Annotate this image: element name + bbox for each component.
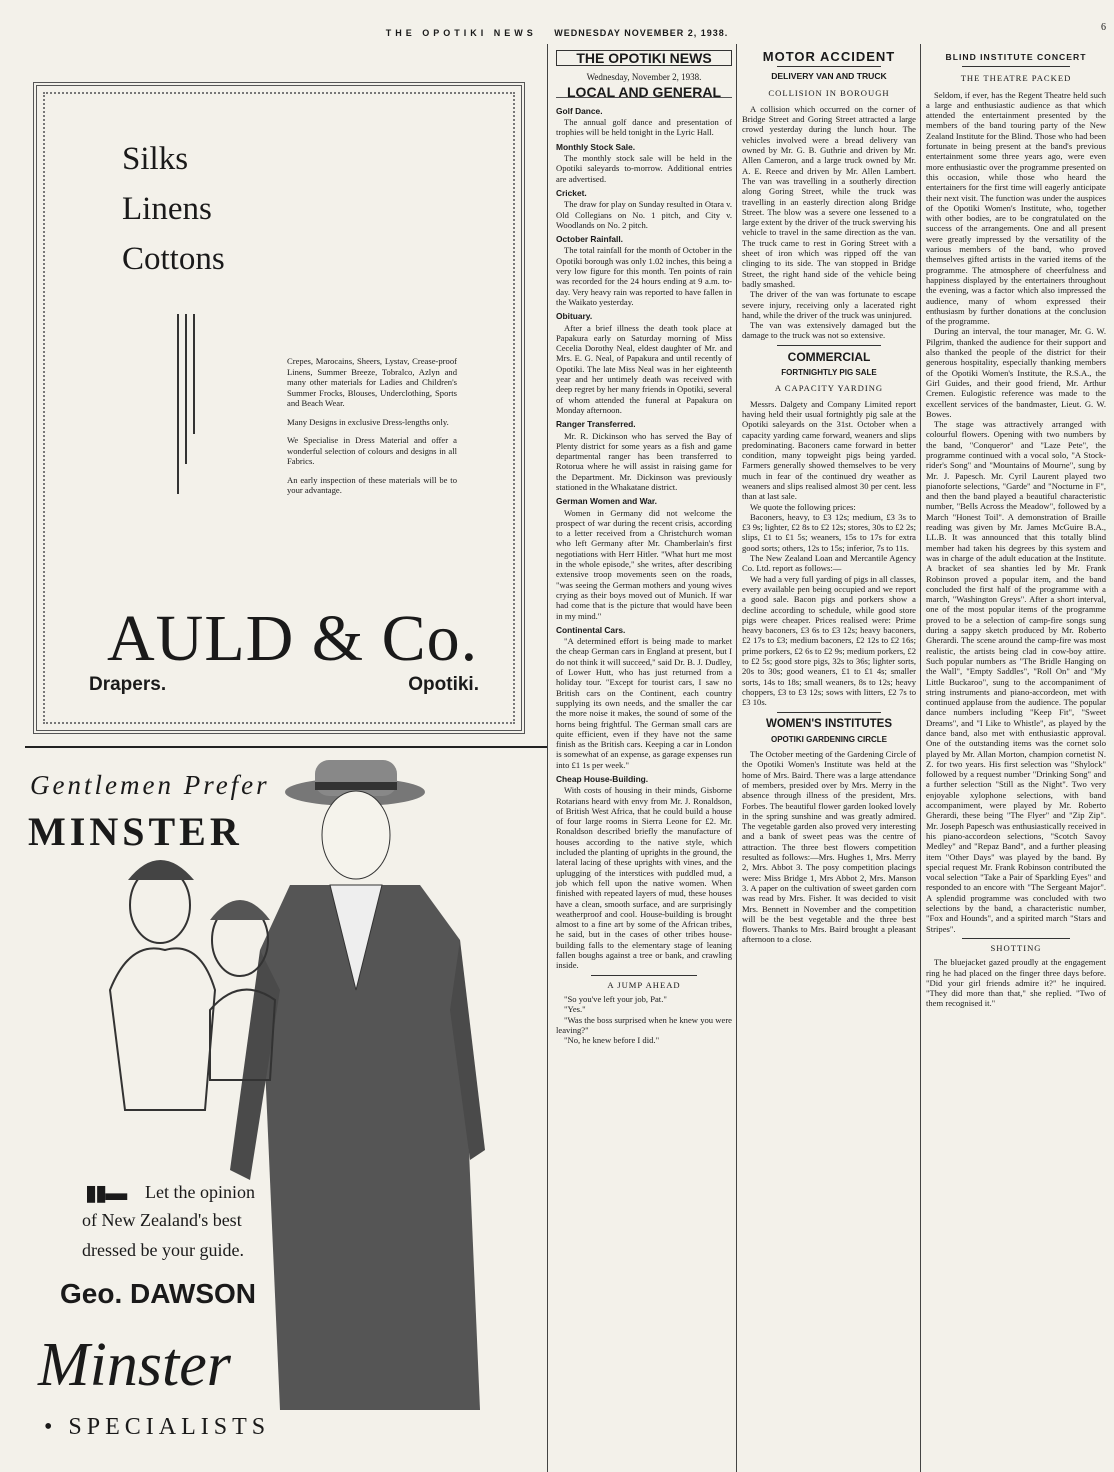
minster-specialists: • SPECIALISTS [44, 1414, 271, 1440]
headline-institutes: WOMEN'S INSTITUTES [765, 717, 893, 730]
subhead: FORTNIGHTLY PIG SALE [781, 368, 877, 378]
gentleman-illustration [90, 750, 510, 1430]
divider [777, 712, 881, 713]
subhead: A CAPACITY YARDING [774, 383, 884, 394]
item-heading: Cheap House-Building. [556, 774, 649, 784]
item-text: Mr. R. Dickinson who has served the Bay of Plenty district for some years as a fish and game departmental ranger has been transferred to Rotorua where he will assist in raising game for the Department. Mr. Dickinson was previously stationed in the Whakatane district. [556, 430, 732, 492]
fabric-linens: Linens [122, 191, 212, 227]
masthead [0, 28, 1114, 38]
subhead: COLLISION IN BOROUGH [768, 87, 890, 98]
auld-para: Crepes, Marocains, Sheers, Lystav, Crease-proof Linens, Summer Breeze, Tobralco, Azlyn and many other materials for Ladies and Children's Summer Frocks, Blouses, Underclothing, Sports and Beach Wear. [287, 356, 457, 408]
article-para: Baconers, heavy, to £3 12s; medium, £3 3s to £3 9s; lighter, £2 8s to £2 12s; stores, 30s to £2 2s; slips, £1 to £1 5s; weaners, 15s to 17s for extra good sorts; others, 12s to 15s; inferior, 7s to 11s. [742, 511, 916, 553]
article-para: We had a very full yarding of pigs in all classes, every available pen being occupied and we report a good sale. Bacon pigs and porkers show a decline according to schedule, while good store pigs were cheaper. Prices realised were: Prime heavy baconers, £3 6s to £3 12s; heavy baconers, £2 17s to £3; medium baconers, £2 12s to £2 16s; prime porkers, £2 6s to £2 9s; medium porkers, £2 to £2 5s; good store pigs, 32s to 36s; lighter sorts, 20s to 30s; good weaners, £1 to £1 4s; smaller sorts, 14s to 18s; small weaners, 8s to 12s; heavy choppers, £3 to £3 12s; sows with litters, £2 7s to £3 10s. [742, 573, 916, 708]
item-heading: Golf Dance. [556, 105, 603, 116]
column-motor-commercial [742, 49, 916, 945]
decor-line [177, 314, 179, 494]
auld-name: AULD & Co. [107, 602, 479, 675]
paper-name: THE OPOTIKI NEWS [556, 50, 732, 66]
minster-title: MINSTER [28, 809, 243, 854]
article-para: The van was extensively damaged but the damage to the truck was not so extensive. [742, 320, 916, 341]
divider [591, 975, 697, 976]
column-rule [920, 44, 921, 1472]
article-para: A collision which occurred on the corner of Bridge Street and Goring Street attracted a large crowd yesterday during the lunch hour. The vehicles involved were a bread delivery van owned by Mr. G. B. Guthrie and driven by Mr. Allen Cameron, and a large truck owned by Mr. A. E. Reece and driven by Mr. Allen Lambert. The van was travelling in a southerly direction along Goring Street, while the truck was travelling in an easterly direction along Bridge Street. The blow was a severe one lessened to a large extent by the driver of the truck swerving his vehicle to travel in the same direction as the van. The truck came to rest in Goring Street with a sheet of iron which was ripped off the van clinging to its side. The van stopped in Bridge Street, the right hand side of the vehicle being badly smashed. [742, 103, 916, 289]
item-text: The total rainfall for the month of October in the Opotiki borough was only 1.02 inches, this being a very low figure for this month. Ten points of rain was recorded for the 24 hours ending at 9 a.m. to-day. Very heavy rain was reported to have fallen in the Waikato yesterday. [556, 245, 732, 307]
item-heading: Continental Cars. [556, 624, 626, 635]
minster-brand: Minster [38, 1331, 231, 1399]
article-para: We quote the following prices: [750, 501, 856, 512]
column-rule [736, 44, 737, 1472]
item-heading: Obituary. [556, 311, 593, 322]
joke-line: "So you've left your job, Pat." [564, 993, 667, 1004]
minster-tagline: Gentlemen Prefer [30, 770, 270, 800]
item-text: "A determined effort is being made to market the cheap German cars in England at present, but I do not think it will succeed," said Dr. B. J. Dudley, of Lower Hutt, who has just returned from a holiday tour. "Except for tourist cars, I saw no British cars on the Continent, each country supplying its own needs, and the smaller the car the more noise it makes, the sound of some of the horns being frightful. The German small cars are quite efficient, even if they have not the same finish as the British cars. Keeping a car in London is somewhat of an expense, as garage expenses run into £1 1s per week." [556, 636, 732, 770]
subhead: SHOTTING [990, 942, 1042, 953]
joke-heading: A JUMP AHEAD [607, 979, 681, 990]
ad-minster [20, 750, 530, 1470]
auld-para: Many Designs in exclusive Dress-lengths only. [287, 416, 449, 427]
fabric-cottons: Cottons [122, 241, 225, 277]
subhead: THE THEATRE PACKED [960, 73, 1072, 84]
item-text: The monthly stock sale will be held in the Opotiki saleyards to-morrow. Additional entries are advertised. [556, 153, 732, 184]
column-blind-concert [926, 52, 1106, 1009]
column-rule [547, 44, 548, 1472]
item-heading: Monthly Stock Sale. [556, 141, 636, 152]
item-heading: October Rainfall. [556, 234, 624, 245]
item-heading: Ranger Transferred. [556, 419, 636, 430]
decor-line [185, 314, 187, 464]
fabric-silks: Silks [122, 141, 189, 177]
minster-logo-icon: ▮▮▬ [85, 1180, 126, 1205]
item-text: The draw for play on Sunday resulted in Otara v. Old Collegians on No. 1 pitch, and City v. Woodlands on No. 2 pitch. [556, 199, 732, 230]
article-para: The driver of the van was fortunate to escape severe injury, receiving only a lacerated right hand, while the driver of the truck was uninjured. [742, 289, 916, 320]
article-para: Messrs. Dalgety and Company Limited report having held their usual fortnightly pig sale at the Opotiki saleyards on the 31st. October when a capacity yarding came forward, weaners and slips predominating. Baconers came forward in better condition, many topweight pigs being yarded. Farmers generally showed themselves to be very much in fear of the continued dry weather as weaners and slips realised almost 30 per cent. less than at last sale. [742, 398, 916, 502]
ad-auld [33, 82, 525, 734]
ad-divider [25, 746, 547, 748]
joke-line: "Was the boss surprised when he knew you were leaving?" [556, 1014, 732, 1035]
headline-commercial: COMMERCIAL [787, 349, 871, 364]
minster-dealer: Geo. DAWSON [60, 1278, 257, 1309]
divider [777, 345, 881, 346]
divider [962, 66, 1070, 67]
page-number: 6 [1101, 22, 1106, 33]
decor-line [193, 314, 195, 434]
article-para: The stage was attractively arranged with colourful flowers. Opening with two numbers by the band, "Conqueror" and "Laze Pete", the programme continued with a vocal solo, "A Stock-rider's Song" and "Mountains of Mourne", sung by Mr. J. Papesch. Mr. Cyril Laurent played two pianoforte selections, "Garde" and "Nocturne in F", and then the band played a beautiful characteristic number, "Bells Across the Meadow", followed by a March "Honest Toil". A demonstration of Braille reading was given by Mr. James McGuire B.A., LL.B. It was announced that this totally blind member had taken his degrees by this system and was in charge of the adult education at the Institute. A bracket of sea shanties led by Mr. Frank Robinson proved a popular item, and the band concluded the first half of the programme with a march, "Washington Greys". After a short interval, one of the most popular items of the programme proved to be a selection of camp-fire songs sung during a sappy sketch produced by Mr. Roberto Gherardi. The scene around the camp-fire was most realistic, the artists being clad in cow-boy attire. Such popular numbers as "The Bridle Hanging on the Wall", "Empty Saddles", "Roll On" and "My Little Buckaroo", sung to the accompaniment of string instruments and piano-accordeon, met with continued applause from the audience. The popular dance numbers including "Keep Fit", "Sweet Dreams", and "I Like to Whistle", as played by the dance band, also met with enthusiastic approval. One of the outstanding items was the cornet solo played by Mr. Allan Morton, champion cornetist N. Z. for two years. His first selection was "Shylock" followed by a request number "Drinking Song" and a further selection "Still as the Night". Two very enjoyable xylophone selections, with band accompaniment, were played by Mr. Roberto Gherardi, these being "The Flyer" and "Zip Zip". Mr. Joseph Papesch was enthusiastically received in his piano-accordeon selections, "Scotch Savoy Medley" and "Repaz Band", and a further pleasing item "Other Days" was played by the band. By special request Mr. Frank Robinson contributed the vocal selection "Take a Pair of Sparkling Eyes" and responded to an encore with "The Sergeant Major". A splendid programme was concluded with two selections by the band, a characteristic number, "Fox and Hounds", and a spirited march "Stars and Stripes". [926, 419, 1106, 934]
joke-line: "No, he knew before I did." [564, 1035, 660, 1046]
headline-concert: BLIND INSTITUTE CONCERT [945, 52, 1087, 62]
minster-opinion-2: of New Zealand's best [82, 1210, 242, 1230]
masthead-date: WEDNESDAY NOVEMBER 2, 1938. [554, 28, 729, 38]
article-para: The New Zealand Loan and Mercantile Agency Co. Ltd. report as follows:— [742, 553, 916, 574]
item-text: The annual golf dance and presentation of trophies will be held tonight in the Lyric Hall. [556, 117, 732, 138]
item-text: Women in Germany did not welcome the prospect of war during the recent crisis, according to a letter received from a Christchurch woman who left Germany after Mr. Chamberlain's first negotiations with Herr Hitler. "What hurt me most in the whole episode," she writes, after describing extensive troop movements seen on the roads, "was seeing the German mothers and young wives crying as their boys moved out of Munich. If war had come that is the picture that would have been in my mind." [556, 507, 732, 621]
article-para: The October meeting of the Gardening Circle of the Opotiki Women's Institute was held at the home of Mrs. Baird. There was a large attendance of members, presided over by Mrs. Merry in the absence through illness of the president, Mrs. Forbes. The beautiful flower garden looked lovely in the spring sunshine and was greatly admired. The vegetable garden also proved very interesting and a bank of sweet peas was the centre of attraction. The three best flowers competition resulted as follows:—Mrs. Hughes 1, Mrs. Merry 2, Mrs. Abbot 3. The posy competition placings were: Miss Bridge 1, Mrs Abbot 2, Mrs. Manson 3. A paper on the cultivation of sweet garden corn was read by Mrs. Fisher. It was decided to visit Mrs. Bennett in November and the competition will be the best vegetable and the three best flowers. Thanks to Mrs. Baird brought a pleasant afternoon to a close. [742, 749, 916, 945]
item-heading: Cricket. [556, 187, 587, 198]
item-text: With costs of housing in their minds, Gisborne Rotarians heard with envy from Mr. J. Ronaldson, of British West Africa, that he could build a house of four large rooms in Sierra Leone for £2. Mr. Ronaldson described briefly the manufacture of houses according to the native style, which included the planting of uprights in the ground, the lateral lacing of these uprights with vines, and the uplugging of the interstices with puddled mud, a job which fell upon the native women. When finished with repeated layers of mud, these houses have a clean, smooth surface, and are surprisingly weatherproof and cool. House-building is brought almost to a fine art by some of the African tribes, he said, but in the cases of other tribes house-building falls to the elementary stage of leaning fallen boughs against a tree or bank, and crawling inside. [556, 785, 732, 971]
minster-opinion-3: dressed be your guide. [82, 1240, 244, 1260]
minster-opinion-1: Let the opinion [145, 1182, 255, 1202]
article-para: During an interval, the tour manager, Mr. G. W. Pilgrim, thanked the audience for their support and also thanked the people of the district for their generous hospitality, especially thanking members of the Opotiki Women's Institute, the R.S.A., the Girl Guides, and their good friend, Mr. Arthur Cremen. Eulogistic reference was made to the excellent services of the bandmaster, Lieut. G. W. Bowes. [926, 326, 1106, 419]
auld-town: Opotiki. [408, 674, 479, 695]
headline-motor: MOTOR ACCIDENT [762, 49, 896, 64]
item-text: After a brief illness the death took place at Papakura early on Saturday morning of Miss Cecelia Dorothy Neal, eldest daughter of Mr. and Mrs. E. G. Neal, of Papakura and until recently of Opotiki. The late Miss Neal was in her eighteenth year and her untimely death was received with deep regret by her many friends in Opotiki, several of whom attended the funeral at Papakura on Monday afternoon. [556, 322, 732, 415]
auld-para: We Specialise in Dress Material and offer a wonderful selection of colours and designs in all Fabrics. [287, 435, 457, 466]
subhead: OPOTIKI GARDENING CIRCLE [770, 734, 887, 744]
divider [777, 66, 881, 67]
auld-description [287, 356, 457, 504]
item-heading: German Women and War. [556, 496, 657, 507]
section-title: LOCAL AND GENERAL [556, 87, 732, 98]
article-para: The bluejacket gazed proudly at the engagement ring he had placed on the finger three days before. "Did your girl friends admire it?" he inquired. "They did more than that," she replied. "Two of them recognised it." [926, 957, 1106, 1009]
column-local-general [556, 50, 732, 1045]
subhead: DELIVERY VAN AND TRUCK [771, 71, 887, 82]
joke-line: "Yes." [564, 1004, 586, 1015]
auld-para: An early inspection of these materials will be to your advantage. [287, 474, 457, 495]
auld-drapers: Drapers. [89, 674, 167, 695]
paper-date: Wednesday, November 2, 1938. [586, 72, 702, 83]
masthead-paper: THE OPOTIKI NEWS [385, 28, 537, 38]
article-para: Seldom, if ever, has the Regent Theatre held such a large and enthusiastic audience as that which attended the entertainment presented by the members of the band touring party of the New Zealand Institute for the Blind. Those who had been fortunate in being present at the band's previous entertainment some three years ago, were even more enthusiastic over the programme presented on this occasion, while those who heard the entertainers for the first time will eagerly anticipate their next visit. The function was under the auspices of the Opotiki Women's Institute, who, together with other bodies, are to be congratulated on the success of the arrangements. One and all present were greatly impressed by the versatility of the various members of the band, who proved themselves gifted artists in the varied items of the programme. The atmosphere of cheerfulness and happiness displayed by the entertainers throughout the evening, was a factor which also impressed the audience, many of whom expressed their enthusiasm by further donations at the conclusion of the programme. [926, 89, 1106, 327]
divider [962, 938, 1070, 939]
